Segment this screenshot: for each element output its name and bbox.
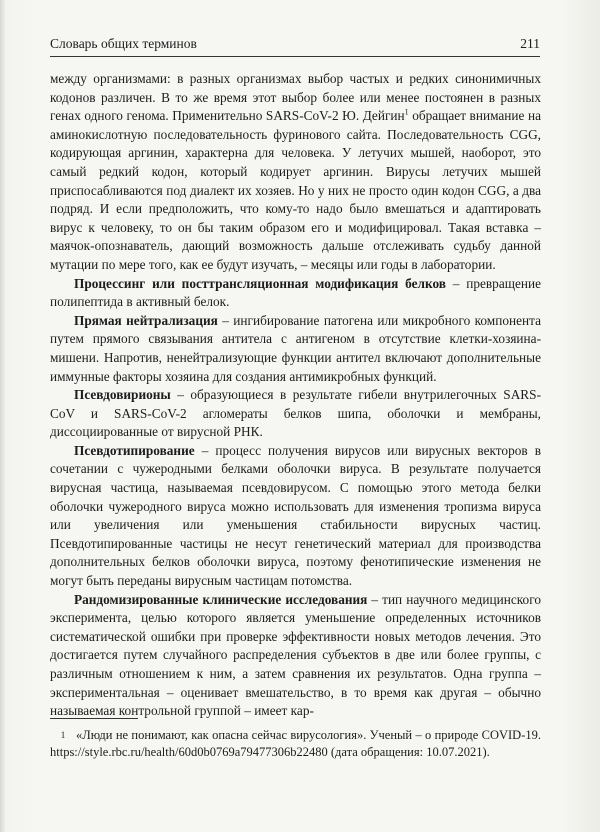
entry-term: Псевдовирионы xyxy=(74,387,171,403)
glossary-entry-pseudovirions xyxy=(50,386,541,442)
running-header-title: Словарь общих терминов xyxy=(50,36,197,51)
entry-definition: – ингибирование патогена или микробного компонента путем прямого связывания антитела с антигеном в отсутствие клетки-хозяина-мишени. Напротив, ненейтрализующие функции антител включают дополнительные иммунные факторы хозяина для создания антимикробных функций. xyxy=(50,312,541,384)
footnote-text: «Люди не понимают, как опасна сейчас вирусология». Ученый – о природе COVID-19. https://style.rbc.ru/health/60d0b0769a79477306b22480 (дата обращения: 10.07.2021). xyxy=(50,728,541,759)
continuation-text-b: обращает внимание на аминокислотную последовательность фуринового сайта. Последовательность CGG, кодирующая аргинин, характерна для человека. У летучих мышей, наоборот, это самый редкий кодон, который кодирует аргинин. Вирусы летучих мышей приспосабливаются под диалект их хозяев. Но у них не просто один кодон CGG, а два подряд. И если предположить, что кому-то надо было вмешаться и адаптировать вирус к человеку, то он бы таким образом его и модифицировал. Такая вставка – маячок-опознаватель, дающий возможность дальше отслеживать судьбу данной мутации по мере того, как ее будут изучать, – месяцы или годы в лаборатории. xyxy=(50,108,541,272)
entry-definition: – процесс получения вирусов или вирусных векторов в сочетании с чужеродными белками оболочки вируса. В результате получается вирусная частица, называемая псевдовирусом. С помощью этого метода белки оболочки чужеродного вируса можно использовать для изменения тропизма вируса или увеличения или уменьшения стабильности вирусных частиц. Псевдотипированные частицы не несут генетический материал для производства дополнительных белков оболочки вируса, поэтому фенотипические изменения не могут быть переданы вирусным частицам потомства. xyxy=(50,442,541,589)
continuation-text-a: между организмами: в разных организмах выбор частых и редких синонимичных кодонов различен. В то же время этот выбор более или менее постоянен в разных генах одного генома. Применительно SARS-CoV-2 Ю. Дейгин xyxy=(50,71,541,124)
entry-definition: – превращение полипептида в активный белок. xyxy=(50,275,541,310)
footnote-reference: 1 xyxy=(404,107,409,117)
footnote xyxy=(50,727,541,761)
page-number: 211 xyxy=(520,36,540,51)
entry-term: Прямая нейтрализация xyxy=(74,312,218,328)
glossary-entry-processing xyxy=(50,275,541,312)
footnote-divider xyxy=(50,718,138,719)
entry-definition: – образующиеся в результате гибели внутрилегочных SARS-CoV и SARS-CoV-2 агломераты белков шипа, оболочки и мембраны, диссоциированные от вирусной РНК. xyxy=(50,387,541,440)
glossary-entry-pseudotyping xyxy=(50,442,541,591)
glossary-entry-direct-neutralization xyxy=(50,312,541,386)
entry-definition: – тип научного медицинского эксперимента, целью которого является уменьшение определенных источников систематической ошибки при проверке эффективности новых методов лечения. Это достигается путем случайного распределения субъектов в две или более группы, с различным отношением к ним, а затем сравнения их результатов. Одна группа – экспериментальная – оценивает вмешательство, в то время как другая – обычно называемая контрольной группой – имеет кар- xyxy=(50,591,541,719)
running-header xyxy=(50,34,540,57)
entry-term: Процессинг или посттрансляционная модификация белков xyxy=(74,275,446,291)
continuation-paragraph xyxy=(50,70,541,275)
page-body xyxy=(50,70,541,721)
entry-term: Псевдотипирование xyxy=(74,442,195,458)
glossary-entry-randomized-trials xyxy=(50,591,541,721)
footnote-number: 1 xyxy=(60,730,66,740)
entry-term: Рандомизированные клинические исследования xyxy=(74,591,368,607)
